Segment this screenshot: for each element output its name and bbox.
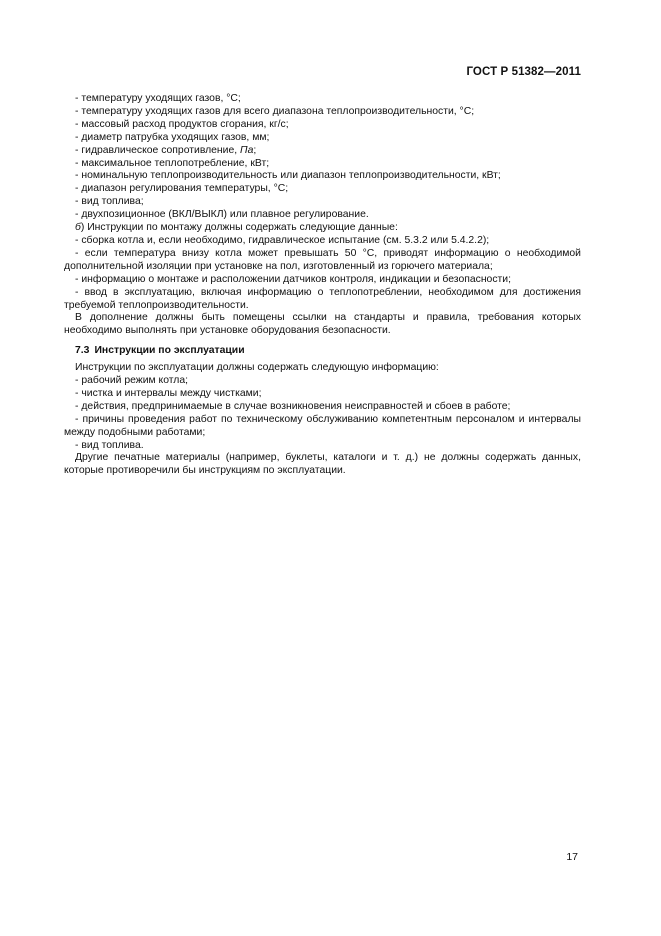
closing-paragraph: Другие печатные материалы (например, буклеты, каталоги и т. д.) не должны содержать данных, которые противоречили бы инструкциям по эксплуатации. xyxy=(64,452,581,477)
list-item: - диапазон регулирования температуры, °С; xyxy=(75,183,289,195)
unit-suffix: ; xyxy=(253,144,257,156)
list-item: - действия, предпринимаемые в случае возникновения неисправностей и сбоев в работе; xyxy=(75,400,511,412)
item-b-text: ) Инструкции по монтажу должны содержать следующие данные: xyxy=(80,222,398,234)
addition-paragraph: В дополнение должны быть помещены ссылки на стандарты и правила, требования которых необходимо выполнять при установке оборудования безопасности. xyxy=(64,312,581,337)
list-item: - двухпозиционное (ВКЛ/ВЫКЛ) или плавное регулирование. xyxy=(75,209,369,221)
list-item: - рабочий режим котла; xyxy=(75,375,189,387)
list-item: - температуру уходящих газов для всего диапазона теплопроизводительности, °С; xyxy=(75,105,475,117)
section-heading xyxy=(64,345,581,358)
list-item: - массовый расход продуктов сгорания, кг/с; xyxy=(75,118,289,130)
list-item: - причины проведения работ по техническому обслуживанию компетентным персоналом и интервалы между подобными работами; xyxy=(64,413,581,438)
item-b-label: б xyxy=(75,222,81,234)
list-item: - чистка и интервалы между чистками; xyxy=(75,387,262,399)
item-b-intro xyxy=(64,222,581,235)
list-item: - если температура внизу котла может превышать 50 °С, приводят информацию о необходимой дополнительной изоляции при установке на пол, изготовленный из горючего материала; xyxy=(64,247,581,272)
list-item: - вид топлива. xyxy=(75,439,144,451)
section-number: 7.3 xyxy=(75,345,90,357)
list-item: - информацию о монтаже и расположении датчиков контроля, индикации и безопасности; xyxy=(75,273,511,285)
list-item: - максимальное теплопотребление, кВт; xyxy=(75,157,270,169)
list-item: - температуру уходящих газов, °С; xyxy=(75,93,241,104)
unit-pa: Па xyxy=(240,144,254,156)
page-number: 17 xyxy=(566,851,578,863)
list-item: - вид топлива; xyxy=(75,196,144,208)
section-title: Инструкции по эксплуатации xyxy=(94,345,245,357)
list-item-pa xyxy=(64,145,581,158)
document-code: ГОСТ Р 51382—2011 xyxy=(466,66,581,78)
list-item: - ввод в эксплуатацию, включая информацию о теплопотреблении, необходимом для достижения требуемой теплопроизводительности. xyxy=(64,286,581,311)
list-item: - сборка котла и, если необходимо, гидравлическое испытание (см. 5.3.2 или 5.4.2.2); xyxy=(75,234,490,246)
page-body xyxy=(64,93,581,478)
list-item: - номинальную теплопроизводительность или диапазон теплопроизводительности, кВт; xyxy=(75,170,501,182)
list-item: - диаметр патрубка уходящих газов, мм; xyxy=(75,131,270,143)
section-intro: Инструкции по эксплуатации должны содержать следующую информацию: xyxy=(75,362,439,374)
list-item-text: - гидравлическое сопротивление, xyxy=(75,144,238,156)
